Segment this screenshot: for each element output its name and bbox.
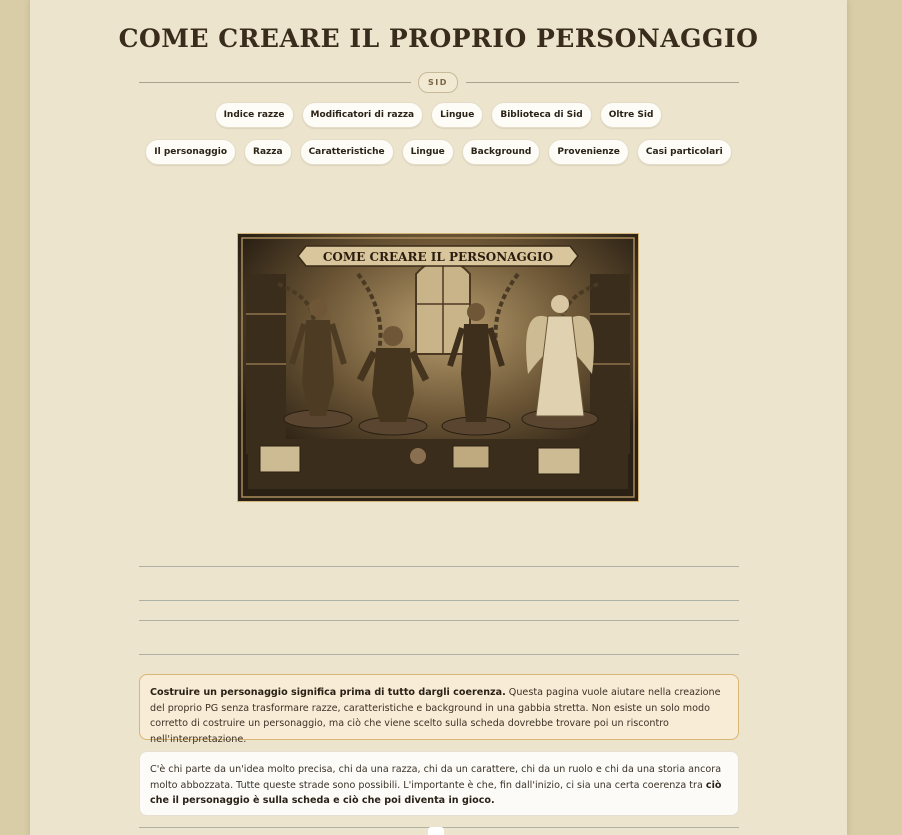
nav-lingue[interactable]: Lingue	[431, 102, 483, 128]
section-divider	[139, 620, 739, 621]
nav-background[interactable]: Background	[462, 139, 541, 165]
nav-indice-razze[interactable]: Indice razze	[215, 102, 294, 128]
section-divider	[139, 654, 739, 655]
nav-il-personaggio[interactable]: Il personaggio	[145, 139, 236, 165]
nav-lingue-section[interactable]: Lingue	[402, 139, 454, 165]
nav-oltre-sid[interactable]: Oltre Sid	[600, 102, 663, 128]
title-divider-right	[466, 82, 739, 83]
intro-callout	[139, 674, 739, 745]
primary-nav	[30, 102, 847, 128]
title-divider-left	[139, 82, 411, 83]
intro-lead: Costruire un personaggio significa prima di tutto dargli coerenza.	[150, 687, 506, 698]
intro-text: Questa pagina vuole aiutare nella creazione del proprio PG senza trasformare razze, caratteristiche e background in una gabbia stretta. Non esiste un solo modo corretto di costruire un personaggio, ma ciò che viene scelto sulla scheda dovrebbe trovare poi un riscontro nell'interpretazione.	[150, 687, 721, 745]
secondary-nav	[30, 139, 847, 165]
nav-caratteristiche[interactable]: Caratteristiche	[300, 139, 394, 165]
nav-biblioteca-sid[interactable]: Biblioteca di Sid	[491, 102, 591, 128]
nav-modificatori-razza[interactable]: Modificatori di razza	[302, 102, 424, 128]
scroll-indicator	[428, 827, 444, 835]
body-text: C'è chi parte da un'idea molto precisa, chi da una razza, chi da un carattere, chi da un ruolo e chi da una storia ancora molto abbozzata. Tutte queste strade sono possibili. L'importante è che, fin dall'inizio, ci sia una certa coerenza tra	[150, 764, 722, 791]
body-paragraph	[139, 751, 739, 816]
hero-banner-text: COME CREARE IL PERSONAGGIO	[322, 250, 554, 264]
nav-provenienze[interactable]: Provenienze	[548, 139, 629, 165]
page-container	[30, 0, 847, 835]
body-emphasis: ciò che il personaggio è sulla scheda e ciò che poi diventa in gioco.	[150, 779, 722, 806]
hero-illustration	[237, 233, 639, 502]
nav-razza[interactable]: Razza	[244, 139, 292, 165]
section-divider	[139, 566, 739, 567]
nav-casi-particolari[interactable]: Casi particolari	[637, 139, 732, 165]
section-divider	[139, 600, 739, 601]
section-badge: SID	[418, 72, 458, 93]
page-title: COME CREARE IL PROPRIO PERSONAGGIO	[118, 24, 759, 53]
